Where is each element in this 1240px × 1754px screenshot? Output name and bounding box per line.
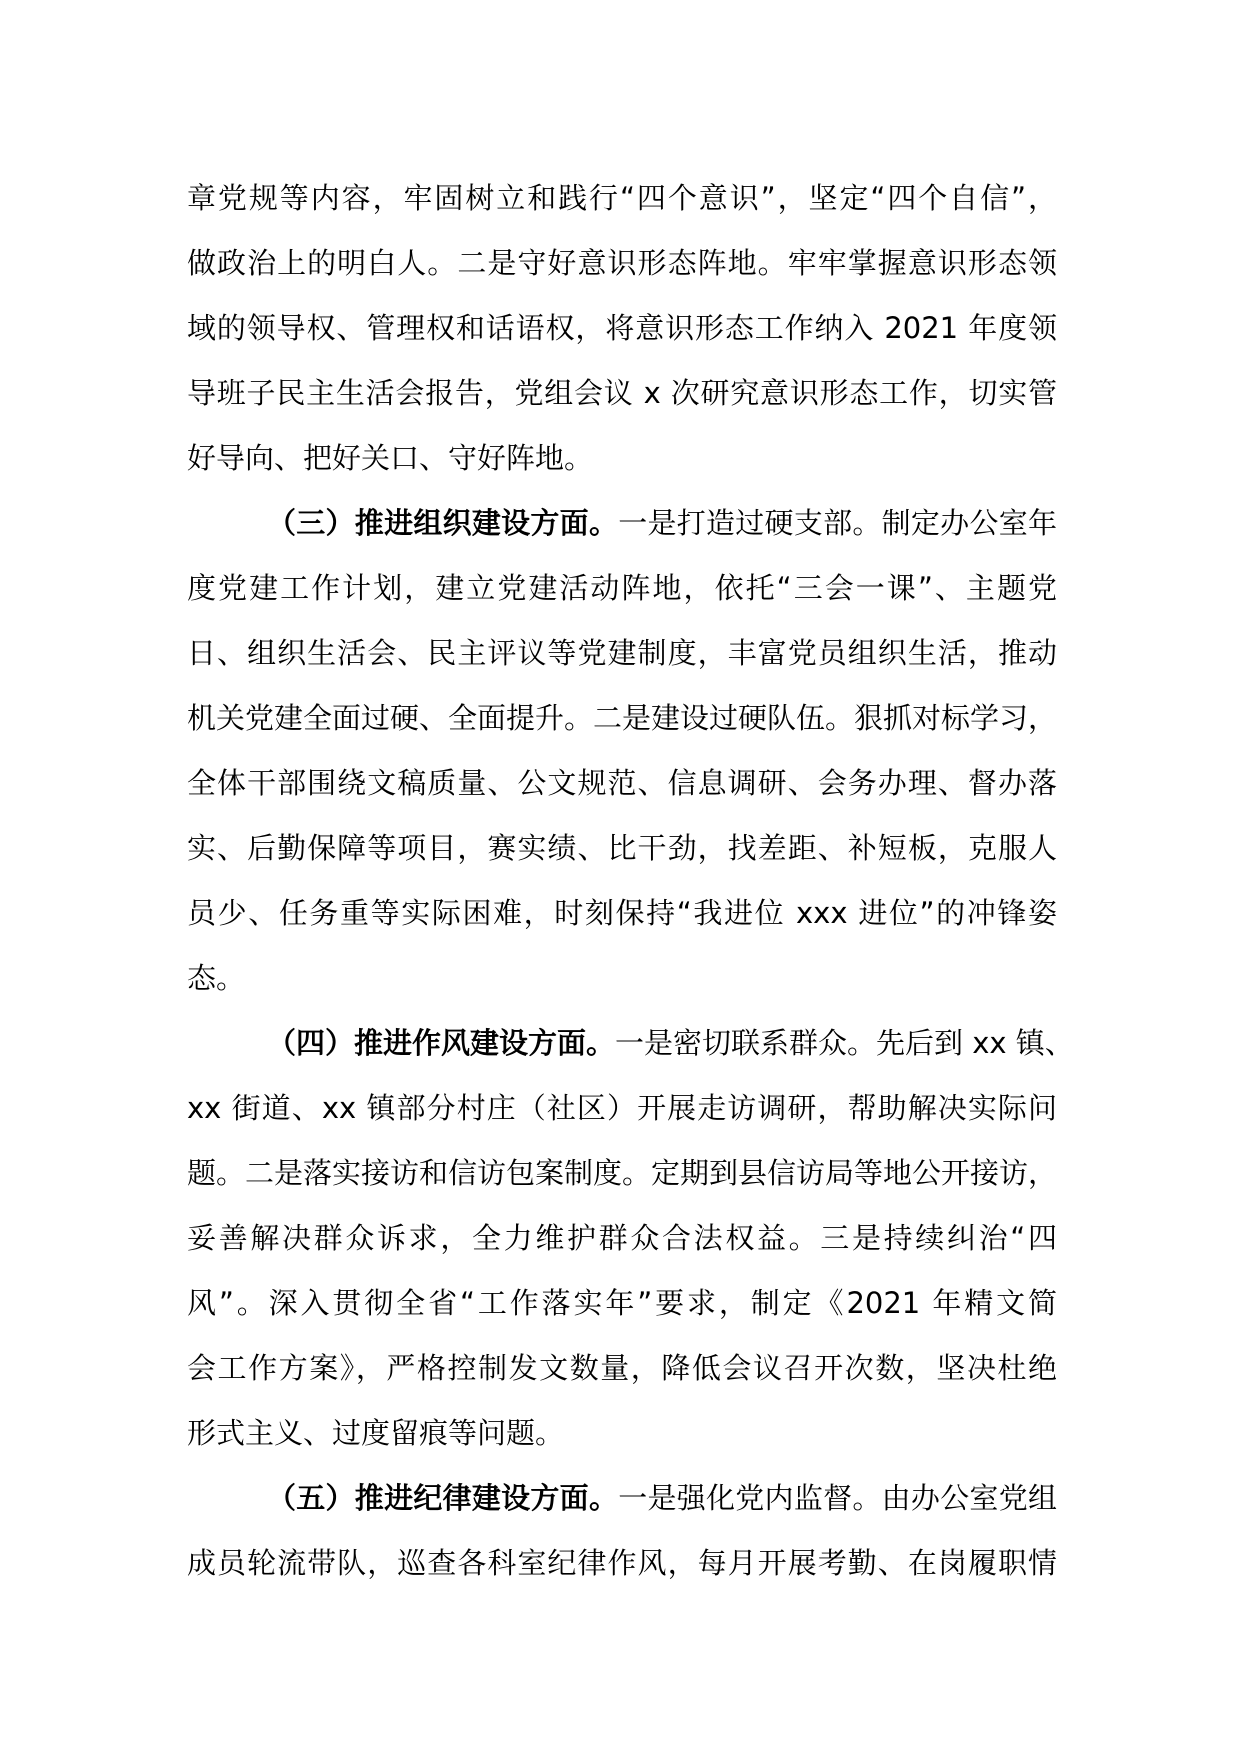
- text-line-12: 员少、任务重等实际困难，时刻保持“我进位 xxx 进位”的冲锋姿: [187, 896, 1057, 930]
- section-5-first-line: [187, 1466, 1057, 1531]
- text-line-16: 题。二是落实接访和信访包案制度。定期到县信访局等地公开接访，: [187, 1156, 1058, 1190]
- section-5-heading: （五）推进纪律建设方面。: [267, 1481, 619, 1515]
- section-4-text: 一是密切联系群众。先后到 xx 镇、: [615, 1026, 1074, 1060]
- text-line-1: 章党规等内容，牢固树立和践行“四个意识”，坚定“四个自信”，: [187, 181, 1057, 215]
- text-line-17: 妥善解决群众诉求，全力维护群众合法权益。三是持续纠治“四: [187, 1221, 1057, 1255]
- text-line-9: 机关党建全面过硬、全面提升。二是建设过硬队伍。狠抓对标学习，: [187, 701, 1058, 735]
- text-line-5: 好导向、把好关口、守好阵地。: [187, 441, 594, 475]
- section-4-heading: （四）推进作风建设方面。: [267, 1026, 616, 1060]
- text-line-20: 形式主义、过度留痕等问题。: [187, 1416, 565, 1450]
- text-line-19: 会工作方案》，严格控制发文数量，降低会议召开次数，坚决杜绝: [187, 1351, 1057, 1385]
- document-body: [187, 166, 1074, 1596]
- section-3-heading: （三）推进组织建设方面。: [267, 506, 619, 540]
- text-line-3: 域的领导权、管理权和话语权，将意识形态工作纳入 2021 年度领: [187, 311, 1057, 345]
- text-line-2: 做政治上的明白人。二是守好意识形态阵地。牢牢掌握意识形态领: [187, 246, 1057, 280]
- section-4-first-line: [187, 1011, 1074, 1076]
- text-line-13: 态。: [187, 961, 246, 995]
- text-line-22: 成员轮流带队，巡查各科室纪律作风，每月开展考勤、在岗履职情: [187, 1546, 1057, 1580]
- section-3-first-line: [187, 491, 1057, 556]
- text-line-10: 全体干部围绕文稿质量、公文规范、信息调研、会务办理、督办落: [187, 766, 1057, 800]
- section-5-text: 一是强化党内监督。由办公室党组: [618, 1481, 1057, 1515]
- text-line-15: xx 街道、xx 镇部分村庄（社区）开展走访调研，帮助解决实际问: [187, 1091, 1057, 1125]
- section-3-text: 一是打造过硬支部。制定办公室年: [618, 506, 1057, 540]
- text-line-18: 风”。深入贯彻全省“工作落实年”要求，制定《2021 年精文简: [187, 1286, 1057, 1320]
- text-line-8: 日、组织生活会、民主评议等党建制度，丰富党员组织生活，推动: [187, 636, 1057, 670]
- text-line-7: 度党建工作计划，建立党建活动阵地，依托“三会一课”、主题党: [187, 571, 1057, 605]
- text-line-4: 导班子民主生活会报告，党组会议 x 次研究意识形态工作，切实管: [187, 376, 1057, 410]
- text-line-11: 实、后勤保障等项目，赛实绩、比干劲，找差距、补短板，克服人: [187, 831, 1057, 865]
